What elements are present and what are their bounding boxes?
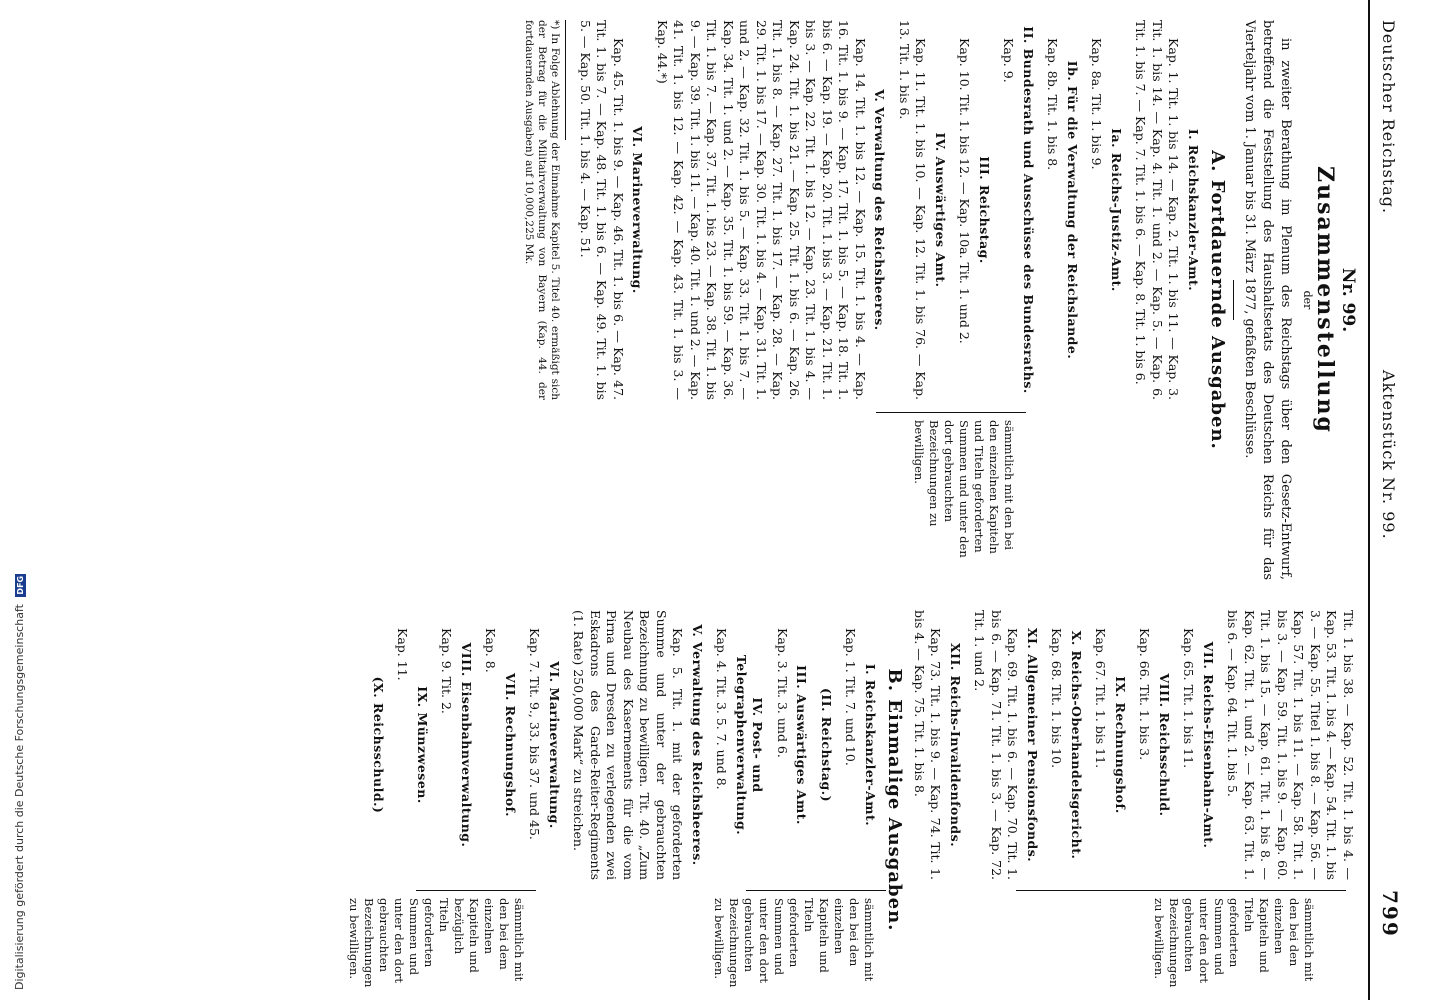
block-text: Kap. 3. Tit. 3. und 6. <box>775 628 790 758</box>
brace-line <box>416 890 536 891</box>
section-b-heading: B. Einmalige Ausgaben. <box>884 668 906 932</box>
digitization-credit <box>13 574 26 990</box>
block-text: Kap. 8. <box>483 628 499 673</box>
block-heading: V. Verwaltung des Reichsheeres. <box>690 624 705 866</box>
document-intro: in zweiter Berathung im Plenum des Reichstags über den Gesetz-Entwurf, betreffend die Feststellung des Haushaltsetats des Deutschen Reichs für das Vierteljahr vom 1. Januar bis 31. März 1877, gefaßten Beschlüsse. <box>1242 20 1294 580</box>
document-number: Nr. 99. <box>1338 267 1358 333</box>
brace-line <box>746 890 886 891</box>
header-document-ref: Aktenstück Nr. 99. <box>1379 370 1398 540</box>
block-heading: IX. Rechnungshof. <box>1113 676 1128 814</box>
block-text: Kap. 73. Tit. 1. bis 9. — Kap. 74. Tit. 1. bis 4. — Kap. 75. Tit. 1. bis 8. <box>912 610 944 880</box>
block-heading: XI. Allgemeiner Pensionsfonds. <box>1025 627 1040 863</box>
right-top-blocks <box>911 610 1357 880</box>
separator <box>1234 280 1235 320</box>
block-text: Kap. 9. Tit. 2. <box>439 628 455 714</box>
block-text: Kap. 65. Tit. 1. bis 11. <box>1181 628 1197 769</box>
brace-note: sämmtlich mit den bei den einzelnen Kapiteln und Titeln geforderten Summen und unter den dort gebrauchten Bezeichnungen zu bewilligen. <box>912 420 1016 558</box>
block-text: Kap. 1. Tit. 7. und 10. <box>843 628 859 766</box>
left-column <box>523 20 1357 580</box>
block-heading: Ib. Für die Verwaltung der Reichslande. <box>1065 60 1080 360</box>
block-heading: (II. Reichstag.) <box>819 687 834 803</box>
block-heading: VIII. Reichsschuld. <box>1157 673 1172 817</box>
document-der: der <box>1301 290 1314 310</box>
block-heading: VII. Rechnungshof. <box>503 673 518 817</box>
block-heading: VI. Marineverwaltung. <box>630 126 646 294</box>
document-title: Zusammenstellung <box>1312 166 1339 434</box>
block-heading: (X. Reichsschuld.) <box>371 676 386 814</box>
brace-line <box>1016 890 1346 891</box>
right-b-blocks <box>370 610 879 880</box>
section-a-heading: A. Fortdauernde Ausgaben. <box>1207 150 1229 450</box>
page-header <box>1368 0 1404 1000</box>
block-heading: III. Auswärtiges Amt. <box>794 665 810 825</box>
left-blocks <box>523 20 1202 400</box>
header-title: Deutscher Reichstag. <box>1379 20 1398 215</box>
dfg-logo: DFG <box>15 575 25 595</box>
block-text: Kap. 14. Tit. 1. bis 12. — Kap. 15. Tit. 1. bis 4. — Kap. 16. Tit. 1. bis 9. — Kap. 17. Tit. 1. bis 5. — Kap. 18. Tit. 1. bis 6. — Kap. 19. — Kap. 20. Tit. 1. bis 3. — Kap. 21. Tit. 1. bis 3. — Kap. 22. Tit. 1. bis 12. — Kap. 23. Tit. 1. bis 4. — Kap. 24. Tit. 1. bis 21. — Kap. 25. Tit. 1. bis 6. — Kap. 26. Tit. 1. bis 8. — Kap. 27. Tit. 1. bis 17. — Kap. 28. — Kap. 29. Tit. 1. bis 17. — Kap. 30. Tit. 1. bis 4. — Kap. 31. Tit. 1. und 2. — Kap. 32. Tit. 1. bis 5. — Kap. 33. Tit. 1. bis 7. — Kap. 34. Tit. 1. und 2. — Kap. 35. Tit. 1. bis 59. — Kap. 36. Tit. 1. bis 7. — Kap. 37. Tit. 1. bis 23. — Kap. 38. Tit. 1. bis 9. — Kap. 39. Tit. 1. bis 11. — Kap. 40. Tit. 1. und 2. — Kap. 41. Tit. 1. bis 12. — Kap. 42. — Kap. 43. Tit. 1. bis 3. — Kap. 44.*) <box>655 20 868 400</box>
block-heading: IV. Post- und Telegraphenverwaltung. <box>734 654 766 836</box>
block-text: Kap. 10. Tit. 1. bis 12. — Kap. 10a. Tit. 1. und 2. <box>957 38 973 344</box>
block-text: Kap. 66. Tit. 1. bis 3. <box>1137 628 1153 761</box>
digitization-credit-text: Digitalisierung gefördert durch die Deutsche Forschungsgemeinschaft <box>13 604 26 990</box>
block-text: Kap. 8a. Tit. 1. bis 9. <box>1089 38 1105 170</box>
right-column <box>347 610 1357 990</box>
page-number: 799 <box>1378 890 1402 938</box>
brace-line <box>876 412 1026 413</box>
brace-note-b1: sämmtlich mit den bei den einzelnen Kapiteln und Titeln geforderten Summen und unter den dort gebrauchten Bezeichnungen zu bewilligen. <box>712 898 876 988</box>
block-text: Kap. 1. Tit. 1. bis 14. — Kap. 2. Tit. 1. bis 11. — Kap. 3. Tit. 1. bis 14. — Kap. 4. Tit. 1. und 2. — Kap. 5. — Kap. 6. Tit. 1. bis 7. — Kap. 7. Tit. 1. bis 6. — Kap. 8. Tit. 1. bis 6. <box>1133 20 1182 400</box>
block-heading: Ia. Reichs-Justiz-Amt. <box>1109 128 1124 292</box>
brace-note-top: sämmtlich mit den bei den einzelnen Kapiteln und Titeln geforderten Summen und unter den dort gebrauchten Bezeichnungen zu bewilligen. <box>1152 898 1316 988</box>
block-text: Kap. 7. Tit. 9., 33. bis 37. und 45. <box>527 628 543 840</box>
block-text: Kap. 68. Tit. 1. bis 10. <box>1049 628 1065 769</box>
brace-note-b2: sämmtlich mit den bei dem einzelnen Kapiteln und bezüglich Titeln geforderten Summen und unter den dort gebrauchten Bezeichnungen zu bewilligen. <box>347 898 526 988</box>
block-text: Kap. 5. Tit. 1. mit der geforderten Summe und unter der gebrauchten Bezeichnung zu bewilligen. Tit. 40. „Zum Neubau des Kasernements für die vom Pirna und Dresden zu verlegenden zwei Eskadrons des Garde-Reiter-Regiments (1. Rate) 250,000 Mark“ zu streichen. <box>571 610 686 880</box>
block-heading: XII. Reichs-Invalidenfonds. <box>948 642 963 848</box>
block-heading: III. Reichstag. <box>977 156 992 264</box>
block-text: Kap. 4. Tit. 3. 5. 7. und 8. <box>714 628 730 790</box>
block-text: Tit. 1. bis 38. — Kap. 52. Tit. 1. bis 4. — Kap. 53. Tit. 1. bis 4. — Kap. 54. Tit. 1. bis 3. — Kap. 55. Titel 1. bis 8. — Kap. 56. — Kap. 57. Tit. 1. bis 11. — Kap. 58. Tit. 1. bis 3. — Kap. 59. Tit. 1. bis 9. — Kap. 60. Tit. 1. bis 15. — Kap. 61. Tit. 1. bis 8. — Kap. 62. Tit. 1. und 2. — Kap. 63. Tit. 1. bis 6. — Kap. 64. Tit. 1. bis 5. <box>1225 610 1356 880</box>
block-text: Kap. 67. Tit. 1. bis 11. <box>1093 628 1109 769</box>
block-text: Kap. 8b. Tit. 1. bis 8. <box>1045 38 1061 171</box>
block-text: Kap. 69. Tit. 1. bis 6. — Kap. 70. Tit. 1. bis 6. — Kap. 71. Tit. 1. bis 3. — Kap. 72. Tit. 1. und 2. <box>972 610 1021 880</box>
block-heading: X. Reichs-Oberhandelsgericht. <box>1069 630 1084 860</box>
block-heading: IV. Auswärtiges Amt. <box>933 132 948 288</box>
block-text: Kap. 11. <box>395 628 411 681</box>
block-heading: I. Reichskanzler-Amt. <box>1186 128 1201 292</box>
block-heading: VIII. Eisenbahnverwaltung. <box>459 642 474 848</box>
block-heading: VI. Marineverwaltung. <box>547 661 562 829</box>
footnote: *) In Folge Ablehnung der Einnahme Kapitel 5. Titel 40. ermäßigt sich der Betrag für die Militairverwaltung von Bayern (Kap. 44. der fortdauernden Ausgaben) auf 10,000,225 Mk. <box>523 20 562 400</box>
block-text: Kap. 9. <box>1001 38 1017 83</box>
document-page <box>30 0 1410 1000</box>
block-text: Kap. 11. Tit. 1. bis 10. — Kap. 12. Tit. 1. bis 76. — Kap. 13. Tit. 1. bis 6. <box>897 20 929 400</box>
block-heading: IX. Münzwesen. <box>415 686 430 804</box>
block-heading: VII. Reichs-Eisenbahn-Amt. <box>1201 641 1216 849</box>
block-heading: I. Reichskanzler-Amt. <box>863 663 878 827</box>
block-heading: V. Verwaltung des Reichsheeres. <box>872 89 888 331</box>
block-text: Kap. 45. Tit. 1. bis 9. — Kap. 46. Tit. 1. bis 6. — Kap. 47. Tit. 1. bis 7. — Kap. 48. Tit. 1. bis 6. — Kap. 49. Tit. 1. bis 5. — Kap. 50. Tit. 1. bis 4. — Kap. 51. <box>578 20 626 400</box>
footnote-rule <box>566 20 567 140</box>
block-heading: II. Bundesrath und Ausschüsse des Bundesraths. <box>1021 26 1036 394</box>
